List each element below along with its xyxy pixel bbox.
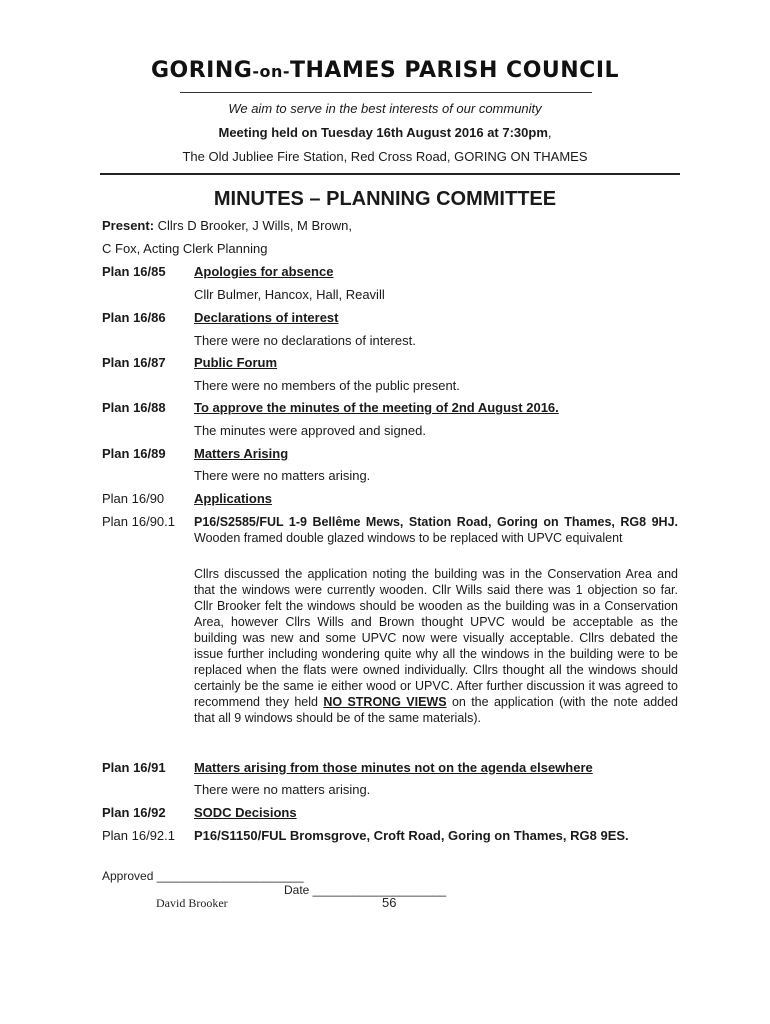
council-motto: We aim to serve in the best interests of our community bbox=[228, 101, 542, 116]
meeting-suffix: , bbox=[547, 125, 552, 140]
present-members: Cllrs D Brooker, J Wills, M Brown, bbox=[154, 218, 352, 233]
discussion-text-end: on the application (with the note added that all 9 windows should be of the same materials). bbox=[194, 695, 678, 725]
plan-number: Plan 16/90.1 bbox=[102, 514, 176, 529]
council-title-part2: -on- bbox=[252, 62, 290, 81]
meeting-venue: The Old Jubliee Fire Station, Red Cross Road, GORING ON THAMES bbox=[182, 149, 588, 164]
meeting-details bbox=[0, 125, 770, 140]
signatory-name: David Brooker bbox=[156, 896, 228, 910]
plan-number: Plan 16/85 bbox=[102, 264, 166, 279]
item-heading: Apologies for absence bbox=[194, 264, 334, 279]
approved-signature-line: Approved ______________________ bbox=[102, 869, 304, 883]
application-reference bbox=[194, 514, 678, 546]
minutes-title: MINUTES – PLANNING COMMITTEE bbox=[213, 188, 557, 210]
item-heading: Public Forum bbox=[194, 355, 278, 370]
council-title bbox=[0, 58, 770, 83]
council-title-part1: GORING bbox=[150, 58, 253, 83]
present-line bbox=[102, 218, 352, 233]
discussion-text: Cllrs discussed the application noting the building was in the Conservation Area and that the windows were currently wooden. Cllr Wills said there was 1 objection so far. Cllr Brooker felt the windows should be wooden as the building was in a Conservation Area, however Cllrs Wills and Brown thought UPVC would be acceptable as the building was new and some UPVC now were visually acceptable. Cllrs debated the issue further including wondering quite why all the windows in the building were to be replaced when the flats were owned individually. Cllrs thought all the windows should certainly be the same ie either wood or UPVC. After further discussion it was agreed to recommend they held bbox=[194, 567, 678, 709]
meeting-date: Meeting held on Tuesday 16th August 2016 at 7:30pm bbox=[218, 125, 548, 140]
recommendation: NO STRONG VIEWS bbox=[323, 695, 447, 709]
item-heading: SODC Decisions bbox=[194, 805, 297, 820]
title-underline bbox=[180, 92, 592, 93]
item-text: There were no members of the public present. bbox=[194, 378, 460, 393]
present-line-2: C Fox, Acting Clerk Planning bbox=[102, 241, 268, 256]
item-text: There were no matters arising. bbox=[194, 782, 371, 797]
present-label: Present: bbox=[102, 218, 155, 233]
decision-text: P16/S1150/FUL Bromsgrove, Croft Road, Goring on Thames, RG8 9ES. bbox=[194, 828, 629, 843]
plan-number: Plan 16/89 bbox=[102, 446, 166, 461]
plan-number: Plan 16/87 bbox=[102, 355, 166, 370]
page-number: 56 bbox=[382, 895, 397, 910]
item-text: Cllr Bulmer, Hancox, Hall, Reavill bbox=[194, 287, 385, 302]
plan-number: Plan 16/92 bbox=[102, 805, 166, 820]
item-heading: To approve the minutes of the meeting of 2nd August 2016. bbox=[194, 400, 559, 415]
item-heading: Applications bbox=[194, 491, 273, 506]
plan-number: Plan 16/92.1 bbox=[102, 828, 176, 843]
item-text: There were no declarations of interest. bbox=[194, 333, 416, 348]
plan-number: Plan 16/90 bbox=[102, 491, 165, 506]
plan-number: Plan 16/88 bbox=[102, 400, 166, 415]
item-heading: Matters arising from those minutes not on the agenda elsewhere bbox=[194, 760, 593, 775]
application-ref: P16/S2585/FUL 1-9 Bellême Mews, Station Road, Goring on Thames, RG8 9HJ. bbox=[194, 515, 678, 529]
item-text: There were no matters arising. bbox=[194, 468, 371, 483]
plan-number: Plan 16/91 bbox=[102, 760, 166, 775]
date-line: Date ____________________ bbox=[284, 883, 447, 897]
item-heading: Declarations of interest bbox=[194, 310, 339, 325]
plan-number: Plan 16/86 bbox=[102, 310, 166, 325]
item-text: The minutes were approved and signed. bbox=[194, 423, 426, 438]
council-title-part3: THAMES PARISH COUNCIL bbox=[290, 58, 620, 83]
item-heading: Matters Arising bbox=[194, 446, 289, 461]
application-discussion bbox=[194, 566, 678, 726]
header-divider bbox=[100, 173, 680, 175]
application-description: Wooden framed double glazed windows to be replaced with UPVC equivalent bbox=[194, 531, 623, 545]
